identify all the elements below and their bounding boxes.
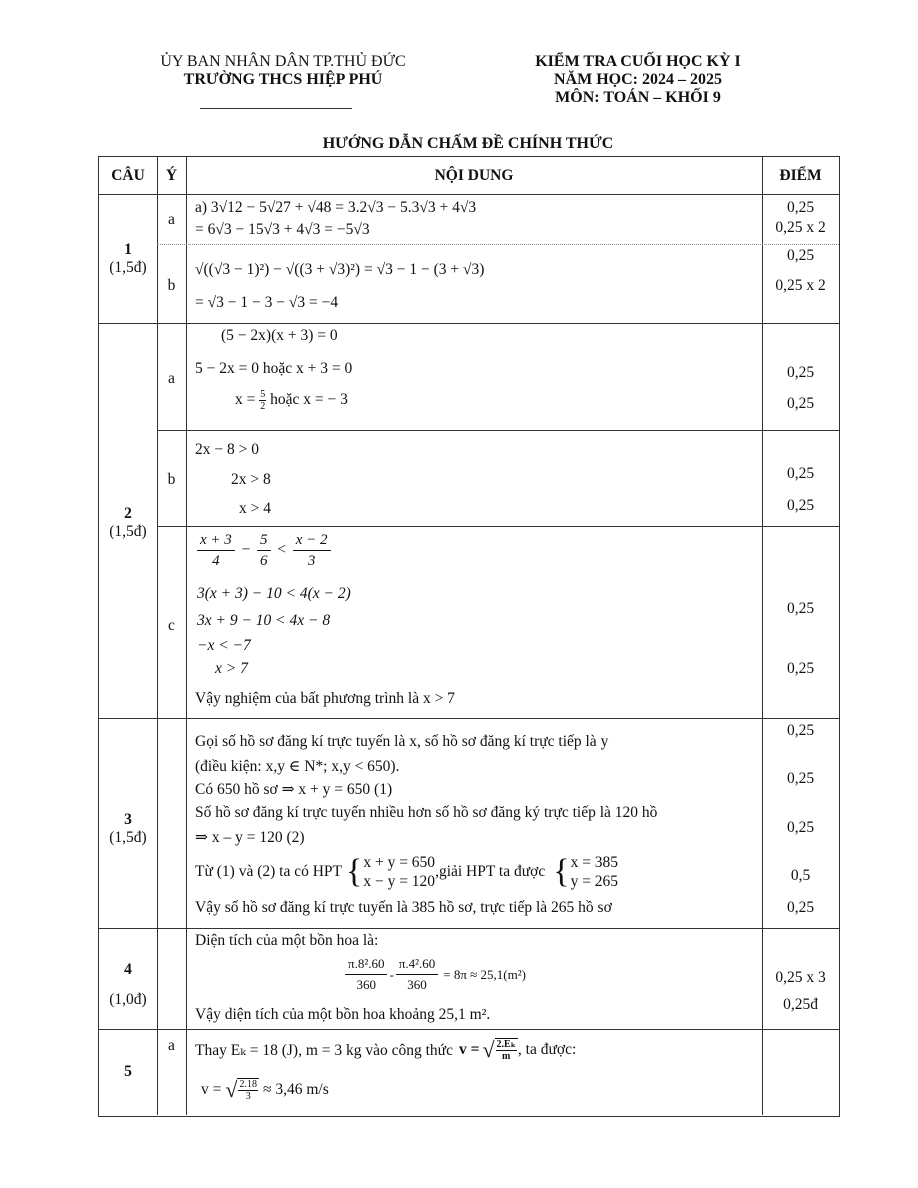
col-header-noidung: NỘI DUNG [434,167,514,184]
q4-points: (1,0đ) [109,991,147,1008]
school-name: TRƯỜNG THCS HIỆP PHÚ [183,71,383,88]
q5-value-frac [238,1079,258,1102]
q2c-frac3-num: x − 2 [293,530,331,551]
q5-root-sign: √ [482,1037,495,1062]
q4-score2: 0,25đ [783,996,818,1013]
q3-brace1: { [346,853,363,890]
q2c-label: c [168,617,175,634]
col-header-cau: CÂU [111,167,145,184]
q2a-line3-pre: x = [235,391,256,409]
q2c-frac1-den: 4 [212,553,220,569]
q4-dash: - [389,966,394,982]
q5-line2-post: ≈ 3,46 m/s [262,1081,329,1098]
row-divider [99,323,839,324]
q5-number: 5 [124,1063,132,1080]
q2b-line3: x > 4 [239,500,271,517]
q4-frac1 [345,954,387,995]
row-divider [99,928,839,929]
q2a-score1: 0,25 [786,364,815,381]
q4-line1: Diện tích của một bồn hoa là: [195,932,379,949]
q5-v-symbol: v = [458,1041,480,1058]
q3-system1 [363,853,435,891]
school-year: NĂM HỌC: 2024 – 2025 [554,71,722,88]
col-divider-1 [157,157,158,1115]
q4-frac2-den: 360 [407,977,427,992]
q2c-frac3-den: 3 [307,553,316,569]
q5-value-root [237,1078,259,1102]
q4-frac2 [396,954,438,995]
q2c-frac2-den: 6 [260,553,268,569]
q1a-score2: 0,25 x 2 [775,219,826,236]
q3-line6 [195,853,618,891]
q1a-line1: a) 3√12 − 5√27 + √48 = 3.2√3 − 5.3√3 + 4√3 [195,199,477,216]
grading-table [98,156,840,1117]
q2a-fraction [259,389,266,412]
q5-formula-frac [496,1039,517,1062]
q4-frac2-num: π.4².60 [396,954,438,975]
q4-line3: Vậy diện tích của một bồn hoa khoảng 25,1 m². [195,1006,491,1023]
q2c-frac1-num: x + 3 [197,530,235,551]
subject: MÔN: TOÁN – KHỐI 9 [555,89,721,106]
q5a-label: a [168,1037,175,1054]
q3-line7: Vậy số hồ sơ đăng kí trực tuyến là 385 hồ sơ, trực tiếp là 265 hồ sơ [195,899,612,916]
q2c-line5: x > 7 [215,660,248,677]
q2c-frac2-num: 5 [257,530,271,551]
row-divider [157,244,839,245]
q2c-frac1 [197,530,235,571]
q3-sys1-eq1: x + y = 650 [363,854,436,871]
q5-line2 [201,1077,329,1103]
q3-line3: Có 650 hồ sơ ⇒ x + y = 650 (1) [195,781,393,798]
q3-line6-pre: Từ (1) và (2) ta có HPT [195,863,342,880]
q2b-score2: 0,25 [786,497,815,514]
q1a-line2: = 6√3 − 15√3 + 4√3 = −5√3 [195,221,370,238]
q2c-line4: −x < −7 [197,637,251,654]
q5-value-den: 3 [245,1091,251,1102]
q2b-label: b [167,471,176,488]
q4-score1: 0,25 x 3 [775,969,826,986]
q3-score3: 0,25 [786,819,815,836]
q2c-frac2 [257,530,271,571]
row-divider [99,718,839,719]
q1b-score1: 0,25 [786,247,815,264]
q4-number: 4 [124,961,132,978]
q2a-score2: 0,25 [786,395,815,412]
q2a-line1: (5 − 2x)(x + 3) = 0 [221,327,338,344]
q2c-line2: 3(x + 3) − 10 < 4(x − 2) [197,585,351,602]
q3-score1: 0,25 [786,722,815,739]
row-divider [99,194,839,195]
q4-frac1-den: 360 [356,977,376,992]
row-divider [157,430,839,431]
q3-cell [99,811,157,847]
q2c-minus: − [240,541,252,559]
col-header-diem: ĐIỂM [779,167,822,184]
q1b-score2: 0,25 x 2 [775,277,826,294]
q2c-frac3 [293,530,331,571]
q3-sys1-eq2: x − y = 120 [363,873,436,890]
q3-line4: Số hồ sơ đăng kí trực tuyến nhiều hơn số hồ sơ đăng ký trực tiếp là 120 hồ [195,804,658,821]
q5-formula-root [495,1038,518,1062]
q5-root-sign-2: √ [225,1077,238,1102]
exam-title: KIỂM TRA CUỐI HỌC KỲ I [535,53,741,70]
q1-cell [99,241,157,277]
q3-score2: 0,25 [786,770,815,787]
q2c-line3: 3x + 9 − 10 < 4x − 8 [197,612,331,629]
q4-cell [99,955,157,1015]
q5-formula-num: 2.Eₖ [496,1039,516,1050]
q2c-score2: 0,25 [786,660,815,677]
q2a-line3-post: hoặc x = − 3 [270,391,348,409]
q2a-line2: 5 − 2x = 0 hoặc x + 3 = 0 [195,360,353,377]
q3-score4: 0,5 [790,867,811,884]
q1a-score1: 0,25 [786,199,815,216]
q3-line6-mid: ,giải HPT ta được [435,863,546,880]
q3-number: 3 [124,811,132,828]
row-divider [99,1029,839,1030]
q3-points: (1,5đ) [109,829,147,846]
q2a-label: a [168,370,175,387]
row-divider [157,526,839,527]
q3-sys2-eq2: y = 265 [570,873,619,890]
q2c-lt: < [276,541,287,559]
q1b-line2: = √3 − 1 − 3 − √3 = −4 [195,294,339,311]
q5-line2-pre: v = [201,1081,222,1098]
q2-number: 2 [124,505,132,522]
q2-points: (1,5đ) [109,523,147,540]
q5-value-num: 2.18 [239,1079,257,1090]
q3-brace2: { [553,853,570,890]
q1-points: (1,5đ) [109,259,147,276]
q4-eq-tail: = 8π ≈ 25,1(m²) [443,966,526,982]
q3-sys2-eq1: x = 385 [570,854,619,871]
q1b-label: b [167,277,176,294]
q2c-score1: 0,25 [786,600,815,617]
authority-name: ỦY BAN NHÂN DÂN TP.THỦ ĐỨC [160,53,406,70]
q2b-line1: 2x − 8 > 0 [195,441,259,458]
q5-line1-post: , ta được: [517,1041,577,1058]
q5-line1 [195,1037,576,1063]
page-title: HƯỚNG DẪN CHẤM ĐỀ CHÍNH THỨC [322,135,614,152]
q2b-line2: 2x > 8 [231,471,271,488]
q3-score5: 0,25 [786,899,815,916]
q2a-frac-den: 2 [260,401,266,412]
q1-number: 1 [124,241,132,258]
q5-line1-pre: Thay Eₖ = 18 (J), m = 3 kg vào công thức [195,1041,453,1059]
header-left [118,53,448,89]
q3-line2: (điều kiện: x,y ∈ N*; x,y < 650). [195,758,400,775]
q2a-line3 [235,389,348,412]
header-right [488,53,788,107]
q1a-label: a [168,211,175,228]
q4-equation [343,954,526,995]
col-header-y: Ý [165,167,178,184]
q5-formula-den: m [502,1051,511,1062]
q1b-line1: √((√3 − 1)²) − √((3 + √3)²) = √3 − 1 − (3 + √3) [195,261,485,278]
q2b-score1: 0,25 [786,465,815,482]
header-divider [200,108,352,109]
col-divider-2 [186,157,187,1115]
q3-system2 [571,853,619,891]
q2a-frac-num: 5 [260,389,266,400]
q3-line1: Gọi số hồ sơ đăng kí trực tuyến là x, số hồ sơ đăng kí trực tiếp là y [195,733,609,750]
q3-line5: ⇒ x – y = 120 (2) [195,829,305,846]
q2c-line6: Vậy nghiệm của bất phương trình là x > 7 [195,690,455,707]
q2c-line1 [195,530,333,571]
q2-cell [99,505,157,541]
q4-frac1-num: π.8².60 [345,954,387,975]
